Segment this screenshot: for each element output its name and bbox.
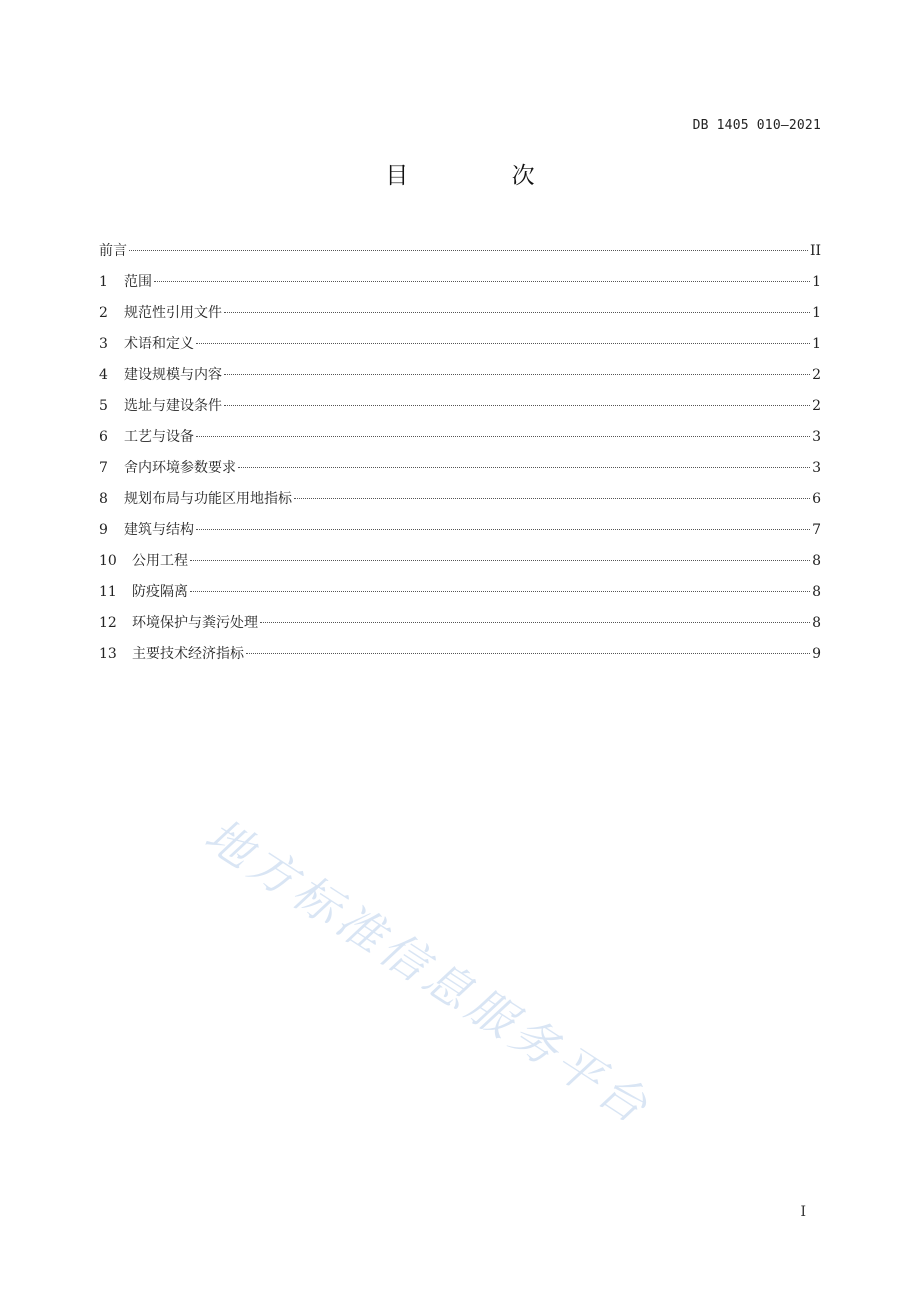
toc-label: 工艺与设备 xyxy=(124,429,194,445)
table-of-contents xyxy=(99,240,821,674)
toc-label: 前言 xyxy=(99,243,127,259)
toc-leader xyxy=(129,250,808,251)
toc-entry[interactable] xyxy=(99,333,821,364)
toc-label: 规划布局与功能区用地指标 xyxy=(124,491,292,507)
toc-number: 13 xyxy=(99,646,117,662)
toc-page: 2 xyxy=(812,398,821,414)
document-code: DB 1405 010—2021 xyxy=(692,118,821,133)
toc-entry[interactable] xyxy=(99,395,821,426)
toc-number: 11 xyxy=(99,584,117,600)
toc-label: 主要技术经济指标 xyxy=(132,646,244,662)
toc-number: 10 xyxy=(99,553,117,569)
toc-number: 7 xyxy=(99,460,108,476)
toc-number: 12 xyxy=(99,615,117,631)
toc-page: 1 xyxy=(812,274,821,290)
toc-entry[interactable] xyxy=(99,457,821,488)
toc-entry[interactable] xyxy=(99,581,821,612)
toc-number: 3 xyxy=(99,336,108,352)
toc-leader xyxy=(260,622,810,623)
toc-leader xyxy=(294,498,810,499)
toc-label: 公用工程 xyxy=(132,553,188,569)
toc-entry[interactable] xyxy=(99,364,821,395)
page-number: I xyxy=(800,1204,806,1220)
toc-number: 4 xyxy=(99,367,108,383)
toc-leader xyxy=(224,312,810,313)
page-title: 目 次 xyxy=(385,163,583,189)
toc-label: 选址与建设条件 xyxy=(124,398,222,414)
toc-label: 建筑与结构 xyxy=(124,522,194,538)
toc-leader xyxy=(190,560,810,561)
toc-number: 1 xyxy=(99,274,108,290)
toc-label: 规范性引用文件 xyxy=(124,305,222,321)
toc-page: 2 xyxy=(812,367,821,383)
toc-page: 3 xyxy=(812,429,821,445)
toc-leader xyxy=(196,343,810,344)
toc-page: 3 xyxy=(812,460,821,476)
toc-number: 2 xyxy=(99,305,108,321)
toc-leader xyxy=(196,436,810,437)
toc-entry[interactable] xyxy=(99,519,821,550)
toc-leader xyxy=(154,281,810,282)
watermark: 地方标准信息服务平台 xyxy=(195,807,662,1137)
toc-number: 5 xyxy=(99,398,108,414)
toc-leader xyxy=(224,405,810,406)
toc-entry[interactable] xyxy=(99,550,821,581)
toc-entry[interactable] xyxy=(99,488,821,519)
toc-label: 舍内环境参数要求 xyxy=(124,460,236,476)
toc-leader xyxy=(190,591,810,592)
toc-entry[interactable] xyxy=(99,240,821,271)
toc-page: 8 xyxy=(812,584,821,600)
toc-number: 8 xyxy=(99,491,108,507)
toc-page: 9 xyxy=(812,646,821,662)
toc-label: 环境保护与粪污处理 xyxy=(132,615,258,631)
toc-label: 建设规模与内容 xyxy=(124,367,222,383)
toc-label: 防疫隔离 xyxy=(132,584,188,600)
toc-page: 7 xyxy=(812,522,821,538)
toc-entry[interactable] xyxy=(99,426,821,457)
toc-page: 6 xyxy=(812,491,821,507)
toc-number: 9 xyxy=(99,522,108,538)
toc-entry[interactable] xyxy=(99,612,821,643)
toc-label: 术语和定义 xyxy=(124,336,194,352)
toc-page: 1 xyxy=(812,336,821,352)
toc-page: II xyxy=(809,243,821,259)
toc-leader xyxy=(238,467,810,468)
toc-leader xyxy=(246,653,810,654)
toc-label: 范围 xyxy=(124,274,152,290)
toc-entry[interactable] xyxy=(99,271,821,302)
toc-number: 6 xyxy=(99,429,108,445)
toc-page: 1 xyxy=(812,305,821,321)
toc-leader xyxy=(196,529,810,530)
toc-page: 8 xyxy=(812,553,821,569)
toc-entry[interactable] xyxy=(99,302,821,333)
toc-page: 8 xyxy=(812,615,821,631)
toc-leader xyxy=(224,374,810,375)
toc-entry[interactable] xyxy=(99,643,821,674)
